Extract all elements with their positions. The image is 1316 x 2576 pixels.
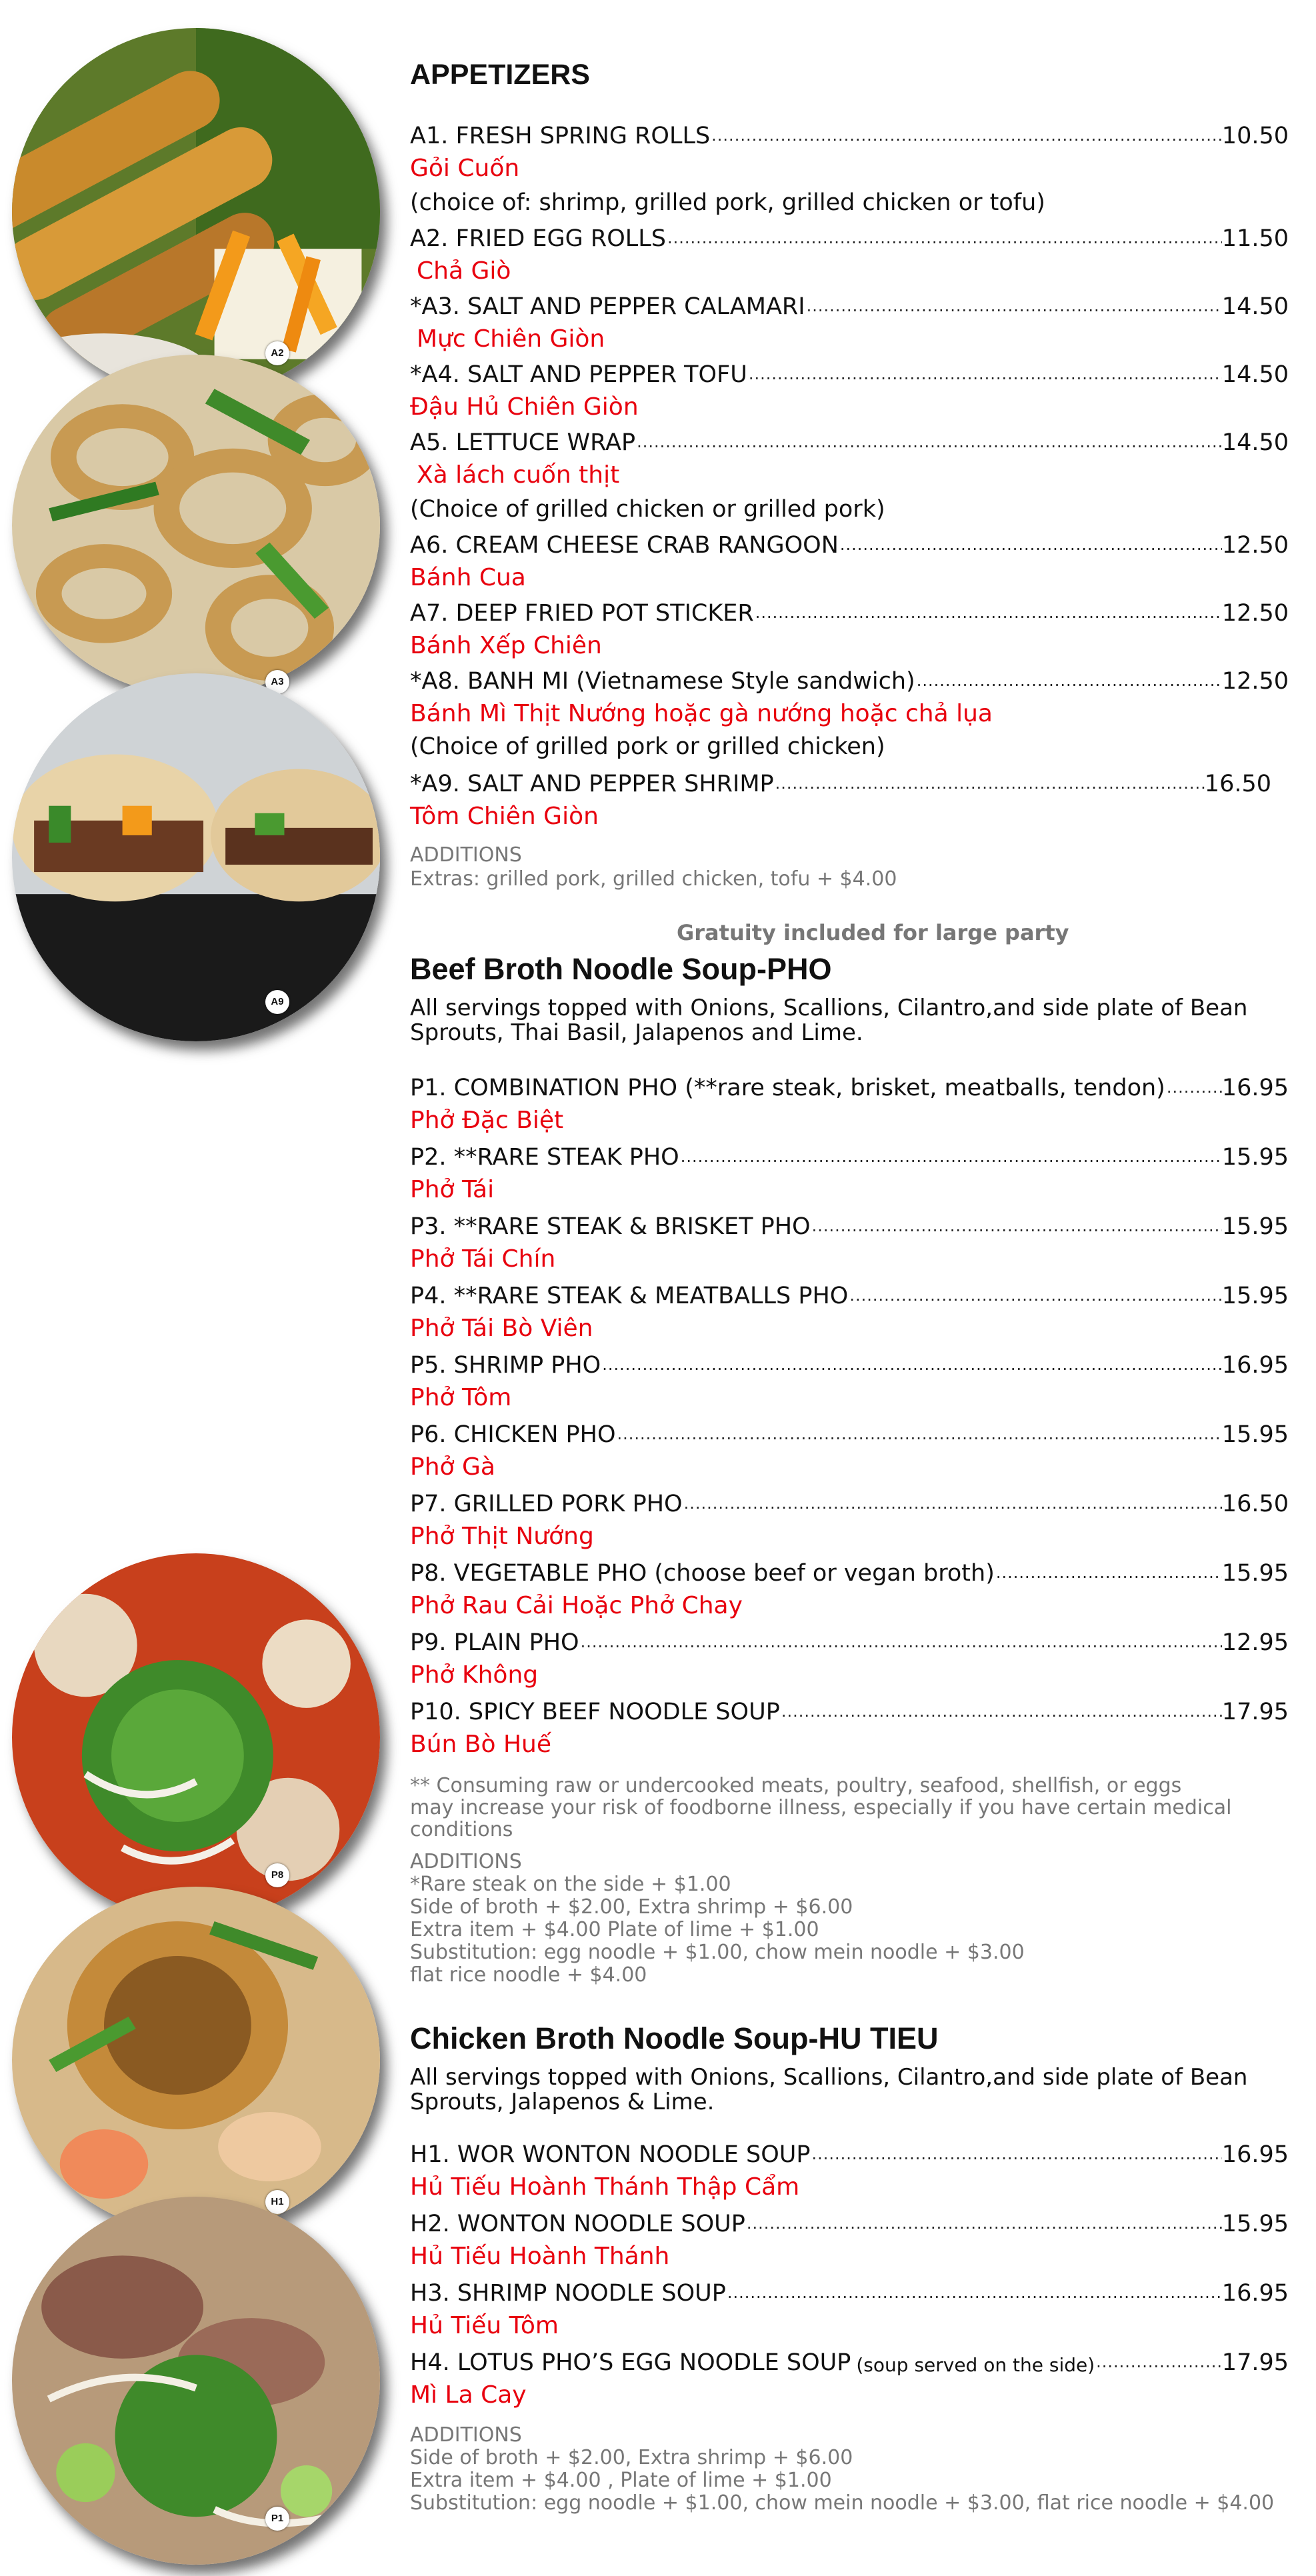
hutieu-additions-line-3: Substitution: egg noodle + $1.00, chow mein noodle + $3.00, flat rice noodle + $4.00: [410, 2491, 1275, 2515]
hutieu-additions-line-2: Extra item + $4.00 , Plate of lime + $1.00: [410, 2469, 832, 2492]
menu-item-p1: P1. COMBINATION PHO (**rare steak, brisket, meatballs, tendon) ..... 16.95: [410, 1071, 1289, 1101]
menu-item-p3: P3. **RARE STEAK & BRISKET PHO ..... 15.95: [410, 1209, 1289, 1240]
note-a8: (Choice of grilled pork or grilled chicken): [410, 733, 885, 760]
pho-photo: [12, 2197, 380, 2565]
appetizers-additions-line: Extras: grilled pork, grilled chicken, tofu + $4.00: [410, 867, 897, 891]
viet-name-p3: Phở Tái Chín: [410, 1245, 556, 1273]
pho-title: Beef Broth Noodle Soup-PHO: [410, 952, 832, 986]
h4-served-note: (soup served on the side): [856, 2354, 1095, 2376]
pho-additions-line-4: Substitution: egg noodle + $1.00, chow mein noodle + $3.00: [410, 1941, 1025, 1964]
menu-item-a5: A5. LETTUCE WRAP ..... 14.50: [410, 425, 1289, 456]
note-a1: (choice of: shrimp, grilled pork, grilled chicken or tofu): [410, 189, 1045, 216]
menu-item-a6: A6. CREAM CHEESE CRAB RANGOON ..... 12.50: [410, 528, 1289, 559]
photo-badge-a2: A2: [265, 341, 289, 365]
viet-name-h2: Hủ Tiếu Hoành Thánh: [410, 2243, 670, 2270]
viet-name-a6: Bánh Cua: [410, 564, 526, 591]
hutieu-description: All servings topped with Onions, Scallions, Cilantro,and side plate of Bean Sprouts, Jalapenos & Lime.: [410, 2064, 1248, 2115]
viet-name-a3: Mực Chiên Giòn: [417, 325, 605, 353]
photo-badge-p1: P1: [265, 2507, 289, 2531]
appetizers-additions-label: ADDITIONS: [410, 843, 522, 867]
menu-item-a4: *A4. SALT AND PEPPER TOFU ..... 14.50: [410, 357, 1289, 388]
pho-additions-line-2: Side of broth + $2.00, Extra shrimp + $6.00: [410, 1895, 853, 1919]
viet-name-a1: Gỏi Cuốn: [410, 155, 520, 182]
raw-food-warning-line-3: conditions: [410, 1818, 513, 1841]
calamari-photo: [12, 355, 380, 696]
pho-additions-label: ADDITIONS: [410, 1850, 522, 1873]
menu-item-p4: P4. **RARE STEAK & MEATBALLS PHO ..... 15.95: [410, 1279, 1289, 1309]
viet-name-p2: Phở Tái: [410, 1176, 495, 1203]
raw-food-warning-line-2: may increase your risk of foodborne illness, especially if you have certain medical: [410, 1796, 1232, 1819]
menu-item-a7: A7. DEEP FRIED POT STICKER ..... 12.50: [410, 596, 1289, 627]
menu-item-h2: H2. WONTON NOODLE SOUP ..... 15.95: [410, 2207, 1289, 2237]
spicy-noodle-soup-photo: [12, 1553, 380, 1921]
viet-name-p1: Phở Đặc Biệt: [410, 1107, 564, 1134]
hutieu-additions-label: ADDITIONS: [410, 2423, 522, 2447]
viet-name-a9: Tôm Chiên Giòn: [410, 803, 599, 830]
viet-name-p9: Phở Không: [410, 1661, 539, 1689]
menu-item-p10: P10. SPICY BEEF NOODLE SOUP ..... 17.95: [410, 1695, 1289, 1725]
viet-name-p5: Phở Tôm: [410, 1384, 512, 1411]
gratuity-note: Gratuity included for large party: [677, 920, 1069, 945]
appetizers-title: APPETIZERS: [410, 59, 590, 91]
viet-name-h1: Hủ Tiếu Hoành Thánh Thập Cẩm: [410, 2173, 800, 2201]
viet-name-p7: Phở Thịt Nướng: [410, 1523, 594, 1550]
menu-item-a1: A1. FRESH SPRING ROLLS ..... 10.50: [410, 119, 1289, 149]
viet-name-a2: Chả Giò: [417, 257, 511, 285]
viet-name-a8: Bánh Mì Thịt Nướng hoặc gà nướng hoặc chả lụa: [410, 700, 993, 727]
photo-badge-a3: A3: [265, 670, 289, 694]
pho-additions-line-5: flat rice noodle + $4.00: [410, 1963, 647, 1987]
menu-item-a3: *A3. SALT AND PEPPER CALAMARI ..... 14.50: [410, 289, 1289, 320]
viet-name-p8: Phở Rau Cải Hoặc Phở Chay: [410, 1592, 743, 1619]
menu-item-p8: P8. VEGETABLE PHO (choose beef or vegan broth) ..... 15.95: [410, 1556, 1289, 1587]
spring-rolls-photo: [12, 28, 380, 396]
pho-additions-line-1: *Rare steak on the side + $1.00: [410, 1873, 731, 1896]
menu-item-h1: H1. WOR WONTON NOODLE SOUP ..... 16.95: [410, 2137, 1289, 2168]
menu-item-h3: H3. SHRIMP NOODLE SOUP ..... 16.95: [410, 2276, 1289, 2307]
raw-food-warning-line-1: ** Consuming raw or undercooked meats, poultry, seafood, shellfish, or eggs: [410, 1774, 1182, 1797]
viet-name-p10: Bún Bò Huế: [410, 1731, 551, 1758]
menu-item-a2: A2. FRIED EGG ROLLS ..... 11.50: [410, 221, 1289, 252]
pho-description: All servings topped with Onions, Scallions, Cilantro,and side plate of Bean Sprouts, Thai Basil, Jalapenos and Lime.: [410, 995, 1248, 1046]
viet-name-p4: Phở Tái Bò Viên: [410, 1315, 593, 1342]
viet-name-h3: Hủ Tiếu Tôm: [410, 2312, 559, 2339]
viet-name-h4: Mì La Cay: [410, 2381, 527, 2409]
photo-badge-h1: H1: [265, 2190, 289, 2214]
photo-badge-p8: P8: [265, 1863, 289, 1887]
photo-badge-a9: A9: [265, 990, 289, 1014]
viet-name-a4: Đậu Hủ Chiên Giòn: [410, 393, 639, 421]
menu-item-p2: P2. **RARE STEAK PHO ..... 15.95: [410, 1140, 1289, 1171]
menu-item-p5: P5. SHRIMP PHO ..... 16.95: [410, 1348, 1289, 1379]
viet-name-a5: Xà lách cuốn thịt: [417, 461, 620, 489]
hutieu-title: Chicken Broth Noodle Soup-HU TIEU: [410, 2021, 939, 2055]
menu-item-h4: H4. LOTUS PHO’S EGG NOODLE SOUP (soup served on the side) ..... 17.95: [410, 2345, 1289, 2376]
menu-item-p7: P7. GRILLED PORK PHO ..... 16.50: [410, 1487, 1289, 1517]
hu-tieu-photo: [12, 1887, 380, 2233]
menu-item-p9: P9. PLAIN PHO ..... 12.95: [410, 1625, 1289, 1656]
menu-item-a8: *A8. BANH MI (Vietnamese Style sandwich) ..... 12.50: [410, 664, 1289, 695]
pho-additions-line-3: Extra item + $4.00 Plate of lime + $1.00: [410, 1918, 819, 1941]
note-a5: (Choice of grilled chicken or grilled pork): [410, 496, 885, 523]
hutieu-additions-line-1: Side of broth + $2.00, Extra shrimp + $6.00: [410, 2446, 853, 2469]
viet-name-a7: Bánh Xếp Chiên: [410, 632, 602, 659]
viet-name-p6: Phở Gà: [410, 1453, 495, 1481]
menu-item-a9: *A9. SALT AND PEPPER SHRIMP ..... 16.50: [410, 767, 1271, 797]
banh-mi-photo: [12, 673, 380, 1041]
menu-item-p6: P6. CHICKEN PHO ..... 15.95: [410, 1417, 1289, 1448]
